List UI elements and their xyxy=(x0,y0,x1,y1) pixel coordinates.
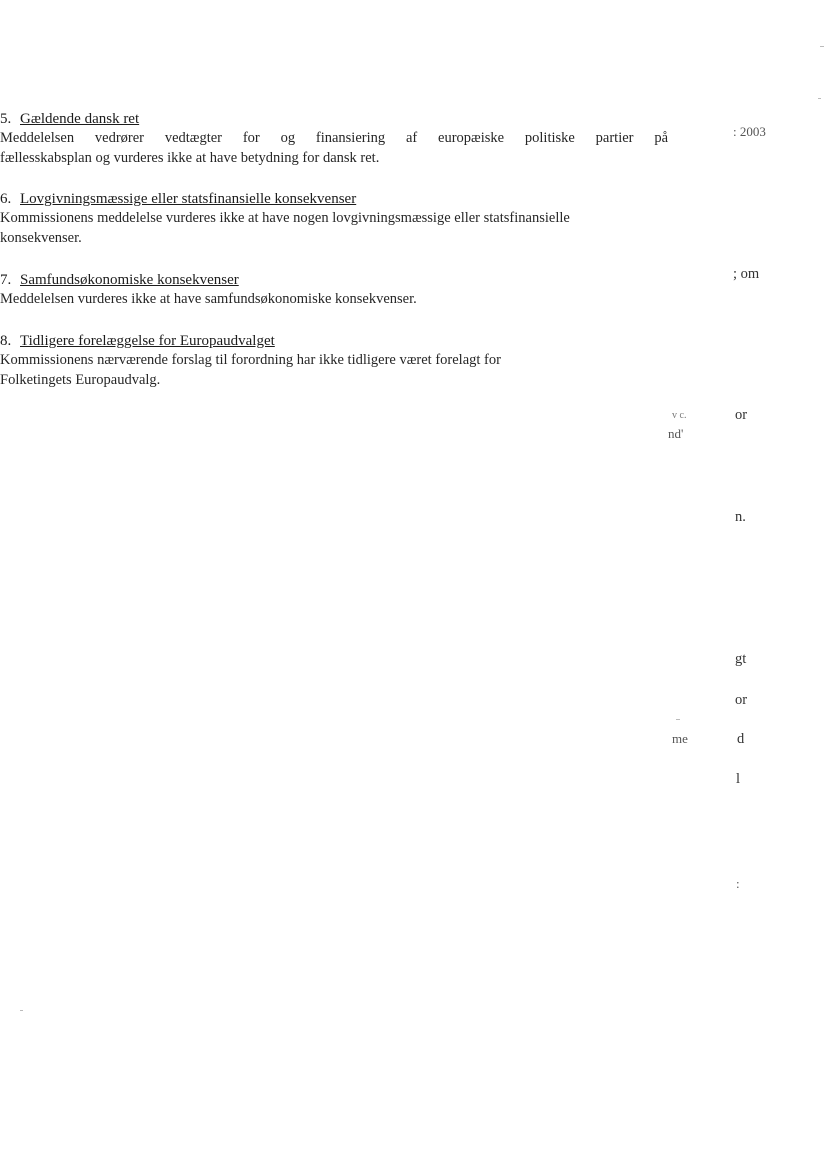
justified-word: europæiske xyxy=(438,130,505,146)
justified-word: og xyxy=(280,130,296,146)
margin-fragment: : xyxy=(736,876,740,891)
margin-fragment: v c. xyxy=(672,410,687,421)
section-5 xyxy=(0,110,680,168)
justified-word: finansiering xyxy=(315,130,386,146)
margin-fragment: nd' xyxy=(668,426,684,441)
section-title: Samfundsøkonomiske konsekvenser xyxy=(20,272,239,288)
justified-word: for xyxy=(242,130,260,146)
scan-speck xyxy=(820,46,824,47)
section-body-line-justified xyxy=(0,128,668,148)
section-number: 6. xyxy=(0,191,12,207)
justified-word: politiske xyxy=(524,130,575,146)
section-title: Lovgivningsmæssige eller statsfinansielle konsekvenser xyxy=(20,191,357,207)
section-title: Gældende dansk ret xyxy=(20,111,140,127)
margin-fragment: or xyxy=(735,407,748,423)
margin-fragment: me xyxy=(672,731,688,746)
margin-fragment: : 2003 xyxy=(733,124,766,139)
margin-fragment: ; om xyxy=(733,266,760,282)
section-body-line: konsekvenser. xyxy=(0,230,82,246)
section-body-line: Kommissionens meddelelse vurderes ikke at have nogen lovgivningsmæssige eller statsfinansielle xyxy=(0,210,570,226)
section-body-line: Kommissionens nærværende forslag til forordning har ikke tidligere været forelagt for xyxy=(0,352,501,368)
section-heading xyxy=(0,190,680,208)
justified-word: partier xyxy=(595,130,634,146)
section-6 xyxy=(0,190,680,248)
section-number: 7. xyxy=(0,272,12,288)
justified-word: Meddelelsen xyxy=(0,130,75,146)
section-body-line: Folketingets Europaudvalg. xyxy=(0,372,161,388)
margin-fragment: n. xyxy=(735,509,746,525)
section-body-line: Meddelelsen vurderes ikke at have samfundsøkonomiske konsekvenser. xyxy=(0,291,417,307)
justified-word: vedrører xyxy=(94,130,145,146)
justified-word: af xyxy=(405,130,418,146)
section-number: 5. xyxy=(0,111,12,127)
section-number: 8. xyxy=(0,333,12,349)
section-heading xyxy=(0,110,680,128)
margin-fragment: or xyxy=(735,692,748,708)
scan-speck xyxy=(818,98,821,99)
justified-word: vedtægter xyxy=(164,130,223,146)
margin-fragment: l xyxy=(736,771,741,787)
section-heading xyxy=(0,332,680,350)
margin-fragment: gt xyxy=(735,651,747,667)
section-body-line: fællesskabsplan og vurderes ikke at have betydning for dansk ret. xyxy=(0,150,380,166)
section-7 xyxy=(0,271,680,309)
justified-word: på xyxy=(654,130,668,146)
scan-speck xyxy=(20,1010,23,1011)
section-title: Tidligere forelæggelse for Europaudvalget xyxy=(20,333,275,349)
scan-speck xyxy=(676,719,680,720)
section-heading xyxy=(0,271,680,289)
section-8 xyxy=(0,332,680,390)
margin-fragment: d xyxy=(737,731,745,747)
